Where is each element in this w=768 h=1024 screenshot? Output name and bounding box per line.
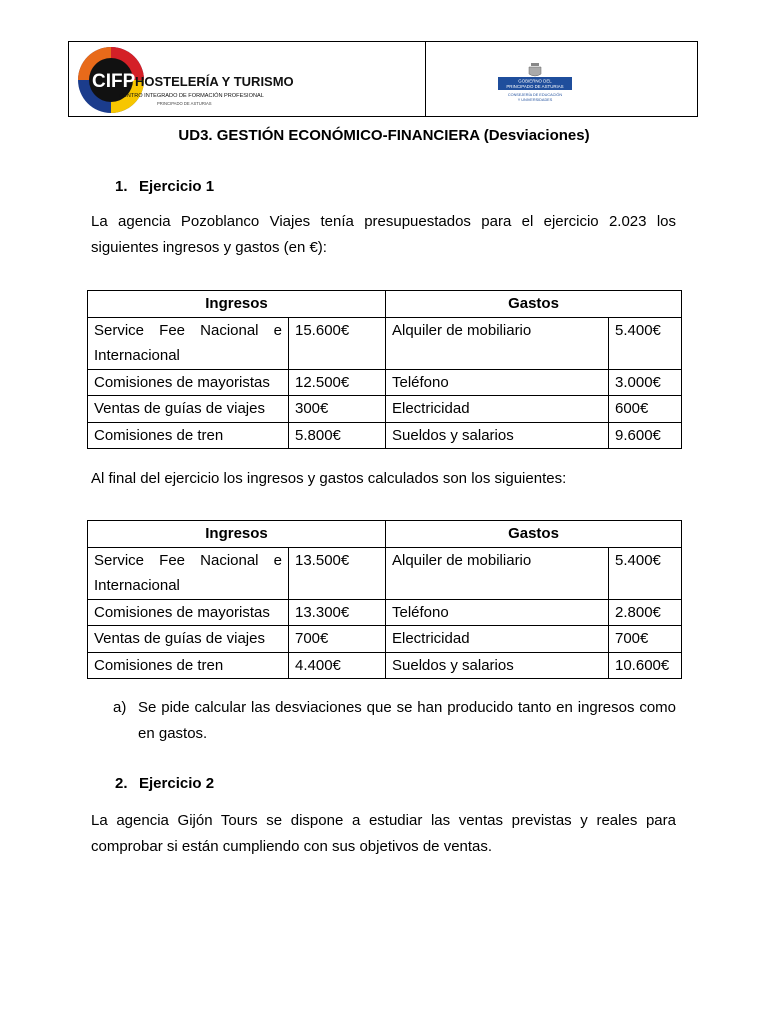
- document-title: UD3. GESTIÓN ECONÓMICO-FINANCIERA (Desviaciones): [178, 127, 590, 144]
- svg-text:PRINCIPADO DE ASTURIAS: PRINCIPADO DE ASTURIAS: [506, 84, 564, 89]
- income-amount: 4.400€: [289, 652, 386, 679]
- svg-text:GOBIERNO DEL: GOBIERNO DEL: [518, 78, 552, 84]
- question-text: Se pide calcular las desviaciones que se han producido tanto en ingresos como en gastos.: [138, 699, 676, 742]
- income-amount: 700€: [289, 626, 386, 653]
- expenses-header: Gastos: [386, 291, 682, 318]
- income-amount: 300€: [289, 396, 386, 423]
- table-header-row: [88, 291, 682, 318]
- crown-shield-icon: [529, 63, 541, 76]
- header-right-cell: [426, 42, 697, 116]
- expense-amount: 10.600€: [609, 652, 682, 679]
- income-header: Ingresos: [88, 521, 386, 548]
- exercise-1-question: [113, 695, 676, 747]
- expense-concept: Sueldos y salarios: [386, 652, 609, 679]
- income-concept: Comisiones de tren: [88, 422, 289, 449]
- header-left-cell: [69, 42, 426, 116]
- expense-concept: Teléfono: [386, 369, 609, 396]
- expense-amount: 5.400€: [609, 317, 682, 369]
- income-amount: 5.800€: [289, 422, 386, 449]
- income-concept: Comisiones de tren: [88, 652, 289, 679]
- svg-text:Y UNIVERSIDADES: Y UNIVERSIDADES: [517, 98, 553, 102]
- actual-table: [87, 520, 682, 679]
- expense-concept: Electricidad: [386, 396, 609, 423]
- income-amount: 12.500€: [289, 369, 386, 396]
- expense-concept: Electricidad: [386, 626, 609, 653]
- svg-text:PRINCIPADO DE ASTURIAS: PRINCIPADO DE ASTURIAS: [157, 101, 212, 106]
- exercise-1-title: Ejercicio 1: [139, 178, 215, 195]
- exercise-1-middle-text: Al final del ejercicio los ingresos y gastos calculados son los siguientes:: [91, 470, 567, 487]
- expenses-header: Gastos: [386, 521, 682, 548]
- exercise-2-number: 2.: [115, 775, 128, 792]
- income-amount: 13.300€: [289, 599, 386, 626]
- table-row: [88, 317, 682, 369]
- exercise-1-number: 1.: [115, 178, 128, 195]
- question-marker: a): [113, 699, 127, 716]
- table-row: [88, 599, 682, 626]
- income-concept: Service Fee Nacional e Internacional: [88, 317, 289, 369]
- expense-amount: 9.600€: [609, 422, 682, 449]
- income-concept: Ventas de guías de viajes: [88, 396, 289, 423]
- expense-amount: 5.400€: [609, 547, 682, 599]
- asturias-government-logo: [498, 61, 572, 105]
- exercise-2-intro: La agencia Gijón Tours se dispone a estudiar las ventas previstas y reales para comprobar si están cumpliendo con sus objetivos de ventas.: [91, 812, 676, 855]
- table-row: [88, 626, 682, 653]
- expense-amount: 600€: [609, 396, 682, 423]
- header-table: [68, 41, 698, 117]
- table-header-row: [88, 521, 682, 548]
- expense-amount: 3.000€: [609, 369, 682, 396]
- expense-concept: Sueldos y salarios: [386, 422, 609, 449]
- expense-concept: Alquiler de mobiliario: [386, 547, 609, 599]
- exercise-1-heading: [115, 178, 214, 195]
- expense-amount: 700€: [609, 626, 682, 653]
- income-concept: Service Fee Nacional e Internacional: [88, 547, 289, 599]
- income-concept: Comisiones de mayoristas: [88, 369, 289, 396]
- table-row: [88, 369, 682, 396]
- income-amount: 15.600€: [289, 317, 386, 369]
- income-concept: Ventas de guías de viajes: [88, 626, 289, 653]
- income-concept: Comisiones de mayoristas: [88, 599, 289, 626]
- budget-table: [87, 290, 682, 449]
- table-row: [88, 396, 682, 423]
- cifp-logo: [75, 45, 300, 115]
- svg-text:CONSEJERÍA DE EDUCACIÓN: CONSEJERÍA DE EDUCACIÓN: [507, 93, 563, 97]
- table-row: [88, 652, 682, 679]
- svg-text:HOSTELERÍA Y TURISMO: HOSTELERÍA Y TURISMO: [135, 74, 294, 89]
- table-row: [88, 547, 682, 599]
- expense-amount: 2.800€: [609, 599, 682, 626]
- exercise-2-title: Ejercicio 2: [139, 775, 215, 792]
- expense-concept: Teléfono: [386, 599, 609, 626]
- income-amount: 13.500€: [289, 547, 386, 599]
- svg-text:CIFP: CIFP: [92, 71, 136, 92]
- expense-concept: Alquiler de mobiliario: [386, 317, 609, 369]
- income-header: Ingresos: [88, 291, 386, 318]
- svg-text:CENTRO INTEGRADO DE FORMACIÓN: CENTRO INTEGRADO DE FORMACIÓN PROFESIONAL: [119, 93, 264, 99]
- table-row: [88, 422, 682, 449]
- exercise-1-intro: La agencia Pozoblanco Viajes tenía presupuestados para el ejercicio 2.023 los siguientes ingresos y gastos (en €):: [91, 213, 676, 256]
- exercise-2-heading: [115, 775, 214, 792]
